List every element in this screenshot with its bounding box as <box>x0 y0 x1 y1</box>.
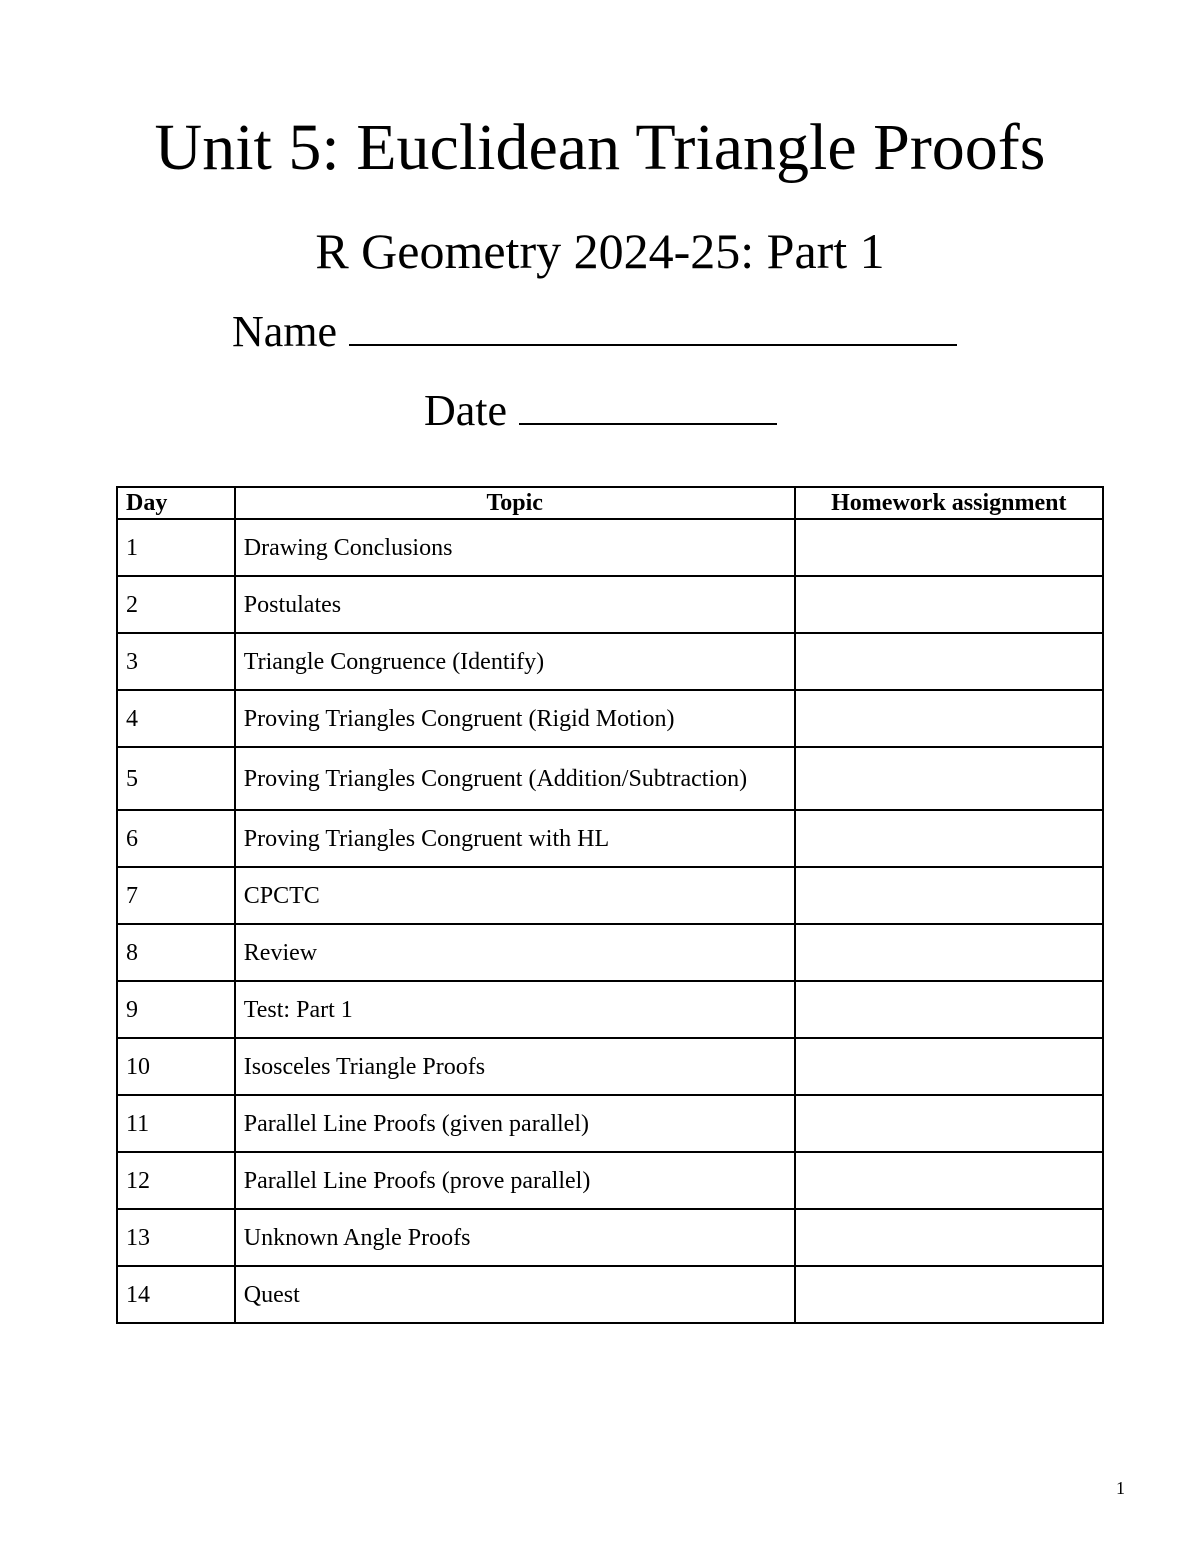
day-cell: 6 <box>117 810 235 867</box>
topic-cell: Proving Triangles Congruent with HL <box>235 810 795 867</box>
topic-cell: Drawing Conclusions <box>235 519 795 576</box>
homework-cell[interactable] <box>795 810 1103 867</box>
day-cell: 4 <box>117 690 235 747</box>
homework-cell[interactable] <box>795 1038 1103 1095</box>
table-row <box>117 867 1103 924</box>
page-title: Unit 5: Euclidean Triangle Proofs <box>154 111 1046 184</box>
column-header-day: Day <box>117 487 235 519</box>
homework-cell[interactable] <box>795 576 1103 633</box>
day-cell: 11 <box>117 1095 235 1152</box>
topic-cell: Quest <box>235 1266 795 1323</box>
table-row <box>117 981 1103 1038</box>
table-row <box>117 1209 1103 1266</box>
topic-cell: Triangle Congruence (Identify) <box>235 633 795 690</box>
homework-cell[interactable] <box>795 633 1103 690</box>
date-blank-line[interactable] <box>519 387 777 425</box>
page-subtitle: R Geometry 2024-25: Part 1 <box>315 223 885 279</box>
table-row <box>117 924 1103 981</box>
table-row <box>117 576 1103 633</box>
topic-cell: CPCTC <box>235 867 795 924</box>
column-header-topic: Topic <box>235 487 795 519</box>
topic-cell: Proving Triangles Congruent (Rigid Motion) <box>235 690 795 747</box>
table-row <box>117 1152 1103 1209</box>
topic-cell: Isosceles Triangle Proofs <box>235 1038 795 1095</box>
homework-cell[interactable] <box>795 747 1103 810</box>
homework-cell[interactable] <box>795 1152 1103 1209</box>
table-row <box>117 690 1103 747</box>
homework-cell[interactable] <box>795 1209 1103 1266</box>
name-field[interactable] <box>232 304 957 360</box>
homework-cell[interactable] <box>795 1095 1103 1152</box>
day-cell: 14 <box>117 1266 235 1323</box>
table-row <box>117 810 1103 867</box>
day-cell: 3 <box>117 633 235 690</box>
table-row <box>117 1266 1103 1323</box>
day-cell: 10 <box>117 1038 235 1095</box>
day-cell: 2 <box>117 576 235 633</box>
topic-cell: Postulates <box>235 576 795 633</box>
table-row <box>117 1095 1103 1152</box>
column-header-homework: Homework assignment <box>795 487 1103 519</box>
table-row <box>117 633 1103 690</box>
topic-cell: Parallel Line Proofs (prove parallel) <box>235 1152 795 1209</box>
date-label: Date <box>424 386 508 435</box>
day-cell: 13 <box>117 1209 235 1266</box>
name-label: Name <box>232 307 338 356</box>
day-cell: 12 <box>117 1152 235 1209</box>
table-header-row <box>117 487 1103 519</box>
day-cell: 5 <box>117 747 235 810</box>
topic-cell: Unknown Angle Proofs <box>235 1209 795 1266</box>
name-blank-line[interactable] <box>349 308 957 346</box>
table-row <box>117 519 1103 576</box>
topic-cell: Parallel Line Proofs (given parallel) <box>235 1095 795 1152</box>
topic-cell: Review <box>235 924 795 981</box>
homework-cell[interactable] <box>795 924 1103 981</box>
date-field[interactable] <box>424 383 777 439</box>
day-cell: 8 <box>117 924 235 981</box>
homework-cell[interactable] <box>795 981 1103 1038</box>
table-row <box>117 747 1103 810</box>
homework-schedule-table <box>116 486 1104 1324</box>
page-number: 1 <box>1116 1478 1125 1498</box>
homework-cell[interactable] <box>795 690 1103 747</box>
homework-cell[interactable] <box>795 1266 1103 1323</box>
day-cell: 9 <box>117 981 235 1038</box>
topic-cell: Proving Triangles Congruent (Addition/Subtraction) <box>235 747 795 810</box>
day-cell: 1 <box>117 519 235 576</box>
topic-cell: Test: Part 1 <box>235 981 795 1038</box>
homework-cell[interactable] <box>795 519 1103 576</box>
homework-cell[interactable] <box>795 867 1103 924</box>
day-cell: 7 <box>117 867 235 924</box>
table-row <box>117 1038 1103 1095</box>
